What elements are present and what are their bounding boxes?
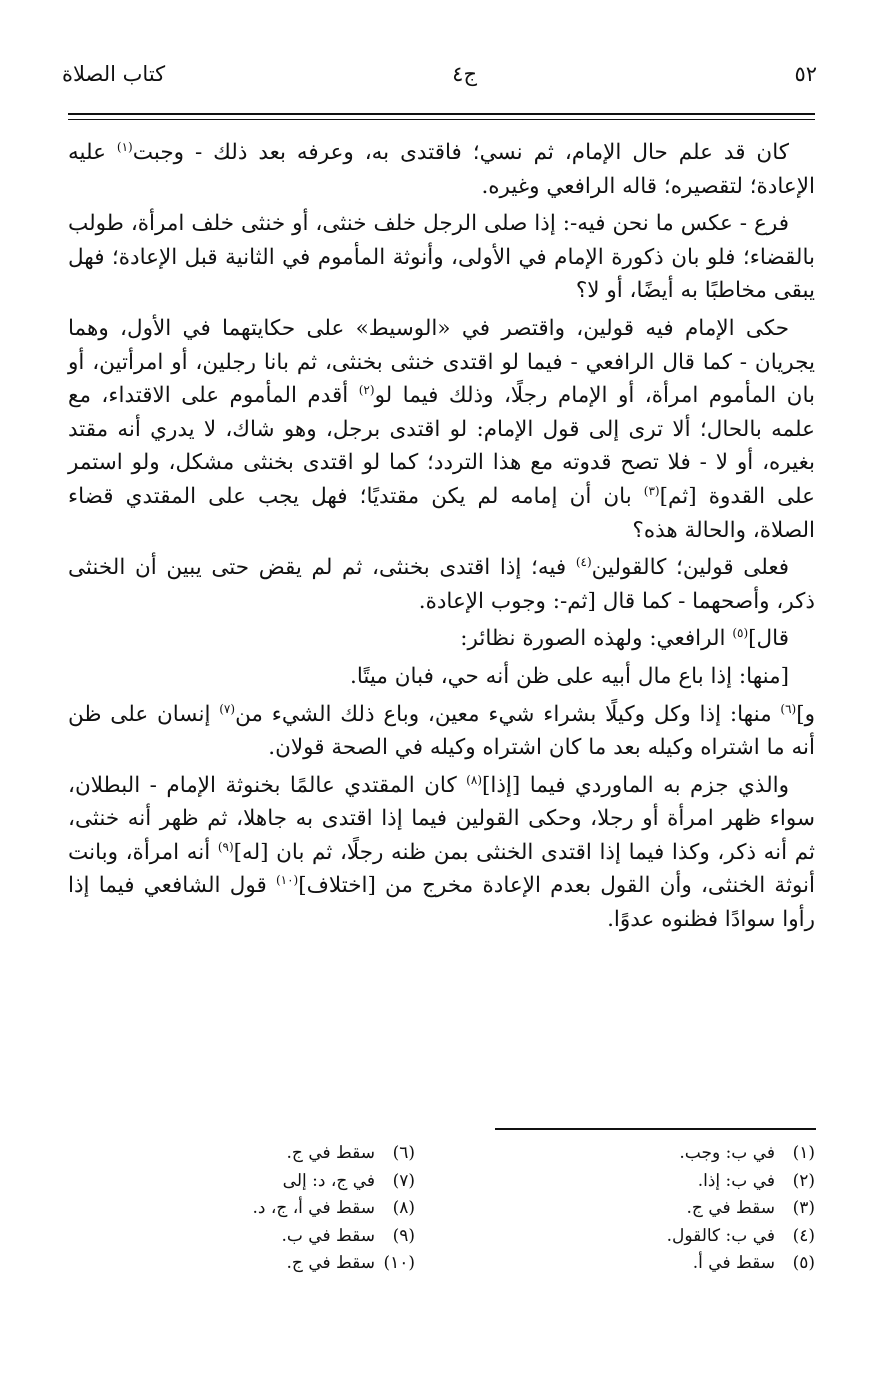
paragraph-text: أقدم المأموم على الاقتداء، مع علمه بالحال؛ ألا ترى إلى قول الإمام: لو اقتدى برجل، وهو شاك، لا يدري أنه مقتد بغيره، أو لا - فلا تصح قدوته مع هذا التردد؛ كما لو اقتدى بخنثى مشكل، ولو استمر على القدوة [ثم] [68,383,815,509]
book-title: كتاب الصلاة [62,62,166,86]
footnote-text: في ب: وجب. [679,1143,775,1163]
header-rule-thin [68,119,815,120]
paragraph-text: عليه الإعادة؛ لتقصيره؛ قاله الرافعي وغيره. [68,140,815,199]
footnote-text: سقط في ب. [281,1225,375,1246]
footnotes-column-left [115,1140,415,1278]
footnote-ref: (٦) [780,701,797,716]
footnote-text: سقط في أ. [692,1253,775,1273]
volume-label: ج٤ [452,62,477,86]
footnote-item [495,1195,815,1223]
footnote-text: سقط في أ، ج، د. [252,1198,375,1218]
footnote-ref: (١) [116,139,133,154]
footnotes [68,1140,815,1300]
footnote-number: (٥) [792,1253,815,1273]
paragraph [68,312,815,547]
paragraph [68,660,815,694]
paragraph [68,551,815,618]
footnote-text: في ب: إذا. [697,1170,775,1191]
footnote-item [115,1140,415,1168]
paragraph-text: حكى الإمام فيه قولين، واقتصر في «الوسيط» على حكايتهما في الأول، وهما يجريان - كما قال الرافعي - فيما لو اقتدى خنثى بخنثى، ثم بانا رجلين، أو امرأتين، أو بان المأموم امرأة، أو الإمام رجلًا، وذلك فيما لو [68,315,815,409]
footnote-number: (٨) [392,1198,415,1218]
paragraph-text: الرافعي: ولهذه الصورة نظائر: [460,626,733,652]
footnote-item [495,1250,815,1278]
paragraph-text: فيه؛ إذا اقتدى بخنثى، ثم لم يقض حتى يبين أن الخنثى ذكر، وأصحهما - كما قال [ثم-: وجوب الإعادة. [68,555,815,614]
paragraph [68,769,815,937]
footnote-item [115,1195,415,1223]
footnote-ref: (٧) [219,701,236,716]
paragraph-text: والذي جزم به الماوردي فيما [إذا] [482,772,789,798]
footnote-text: في ب: كالقول. [666,1225,775,1246]
footnote-number: (٣) [792,1198,815,1218]
page-header [62,62,817,112]
paragraph-text: إنسان على ظن أنه ما اشتراه وكيله بعد ما كان اشتراه وكيله في الصحة قولان. [68,701,815,761]
footnote-ref: (٢) [358,383,375,397]
paragraph-text: بان أن إمامه لم يكن مقتديًا؛ فهل يجب على المقتدي قضاء الصلاة، والحالة هذه؟ [68,483,815,543]
footnote-text: سقط في ج. [286,1143,375,1163]
footnote-item [495,1223,815,1251]
footnote-ref: (٥) [732,626,749,641]
paragraph-text: قول الشافعي فيما إذا رأوا سوادًا فظنوه عدوًا. [68,873,815,933]
footnote-number: (١) [792,1143,815,1163]
footnote-ref: (١٠) [275,873,299,888]
paragraph-text: و] [796,701,816,727]
paragraph-text: منها: إذا وكل وكيلًا بشراء شيء معين، وباع ذلك الشيء من [235,701,781,727]
footnote-number: (٧) [392,1170,415,1191]
paragraph-text: قال] [748,626,789,652]
footnote-number: (٤) [792,1225,815,1246]
footnote-ref: (٨) [466,772,482,787]
footnote-text: سقط في ج. [286,1253,375,1273]
footnote-number: (٩) [392,1225,415,1246]
main-text [68,136,815,941]
page-number: ٥٢ [794,62,817,86]
footnote-item [495,1168,815,1196]
footnotes-column-right [495,1140,815,1278]
footnote-item [115,1168,415,1196]
paragraph [68,207,815,308]
paragraph-text: فعلى قولين؛ كالقولين [591,555,789,581]
paragraph [68,698,815,765]
footnote-ref: (٣) [643,483,660,498]
footnote-number: (٢) [792,1170,815,1191]
paragraph [68,136,815,203]
footnote-separator [495,1128,816,1130]
footnote-ref: (٩) [217,839,234,854]
footnote-ref: (٤) [575,554,592,569]
paragraph-text: أنه امرأة، وبانت أنوثة الخنثى، وأن القول بعدم الإعادة مخرج من [اختلاف] [68,839,816,899]
paragraph-text: كان المقتدي عالمًا بخنوثة الإمام - البطلان، سواء ظهر امرأة أو رجلا، وحكى القولين فيما إذا اقتدى به جاهلا، ثم ظهر أنه خنثى، ثم أنه ذكر، وكذا فيما إذا اقتدى الخنثى بمن ظنه رجلًا، ثم بان [له] [68,772,815,865]
paragraph-text: [منها: إذا باع مال أبيه على ظن أنه حي، فبان ميتًا. [350,663,789,689]
footnote-item [115,1250,415,1278]
paragraph-text: كان قد علم حال الإمام، ثم نسي؛ فاقتدى به، وعرفه بعد ذلك - وجبت [132,140,789,165]
footnote-item [495,1140,815,1168]
footnote-item [115,1223,415,1251]
header-rule [68,113,815,115]
footnote-text: في ج، د: إلى [282,1170,375,1191]
footnote-number: (١٠) [383,1253,415,1273]
footnote-text: سقط في ج. [686,1198,775,1218]
paragraph-text: فرع - عكس ما نحن فيه-: إذا صلى الرجل خلف خنثى، أو خنثى خلف امرأة، طولب بالقضاء؛ فلو بان ذكورة الإمام في الأولى، وأنوثة المأموم في الثانية قبل الإعادة؛ فهل يبقى مخاطبًا به أيضًا، أو لا؟ [68,211,815,304]
footnote-number: (٦) [392,1143,415,1163]
paragraph [68,622,815,656]
